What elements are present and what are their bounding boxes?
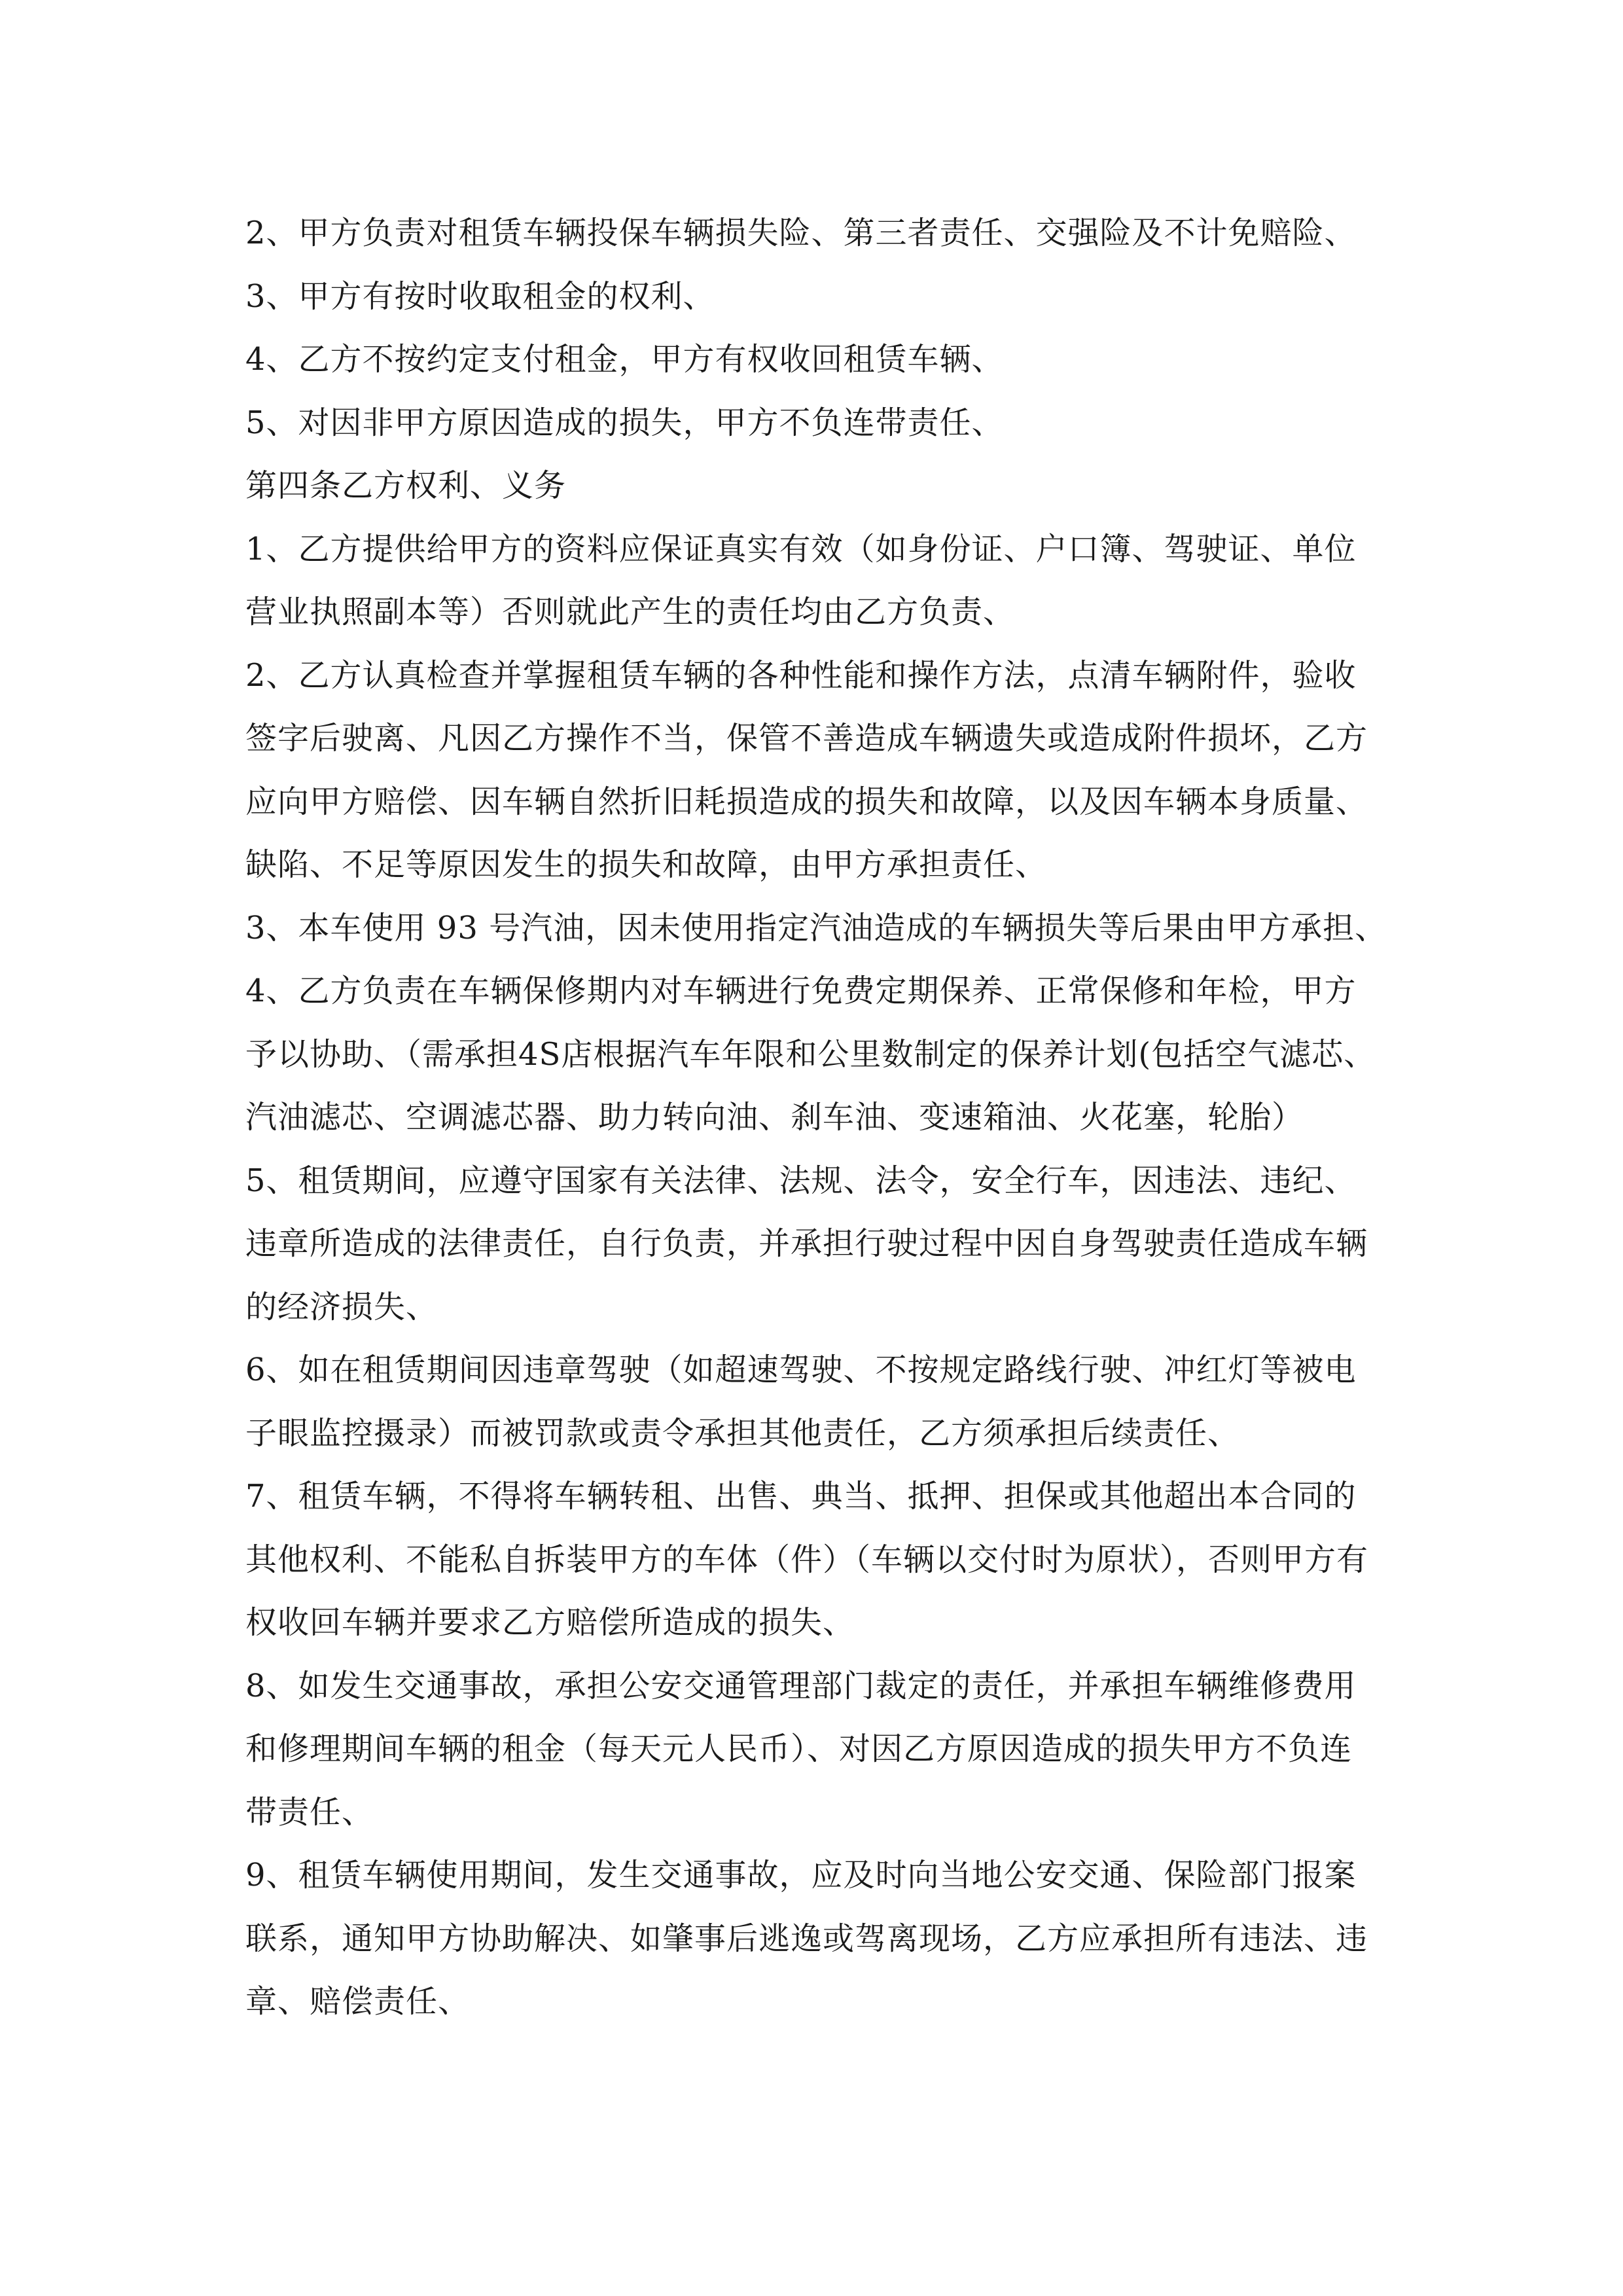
clause-4-item-4-line-3: 汽油滤芯、空调滤芯器、助力转向油、刹车油、变速箱油、火花塞，轮胎） [245,1099,1304,1136]
clause-4-item-1-line-1: 1、乙方提供给甲方的资料应保证真实有效（如身份证、户口簿、驾驶证、单位 [245,530,1357,567]
clause-4-item-2-line-2: 签字后驶离、凡因乙方操作不当，保管不善造成车辆遗失或造成附件损坏，乙方 [245,720,1368,757]
clause-4-item-9-line-1: 9、租赁车辆使用期间，发生交通事故，应及时向当地公安交通、保险部门报案 [245,1857,1357,1893]
clause-4-item-4-line-2: 予以协助、（需承担4S店根据汽车年限和公里数制定的保养计划(包括空气滤芯、 [245,1035,1376,1073]
clause-4-item-9-line-2: 联系，通知甲方协助解决、如肇事后逃逸或驾离现场，乙方应承担所有违法、违 [245,1920,1368,1957]
clause-3-item-2: 2、甲方负责对租赁车辆投保车辆损失险、第三者责任、交强险及不计免赔险、 [245,215,1357,251]
clause-4-item-6-line-1: 6、如在租赁期间因违章驾驶（如超速驾驶、不按规定路线行驶、冲红灯等被电 [245,1352,1357,1388]
clause-4-item-8-line-3: 带责任、 [245,1793,374,1831]
clause-4-item-7-line-1: 7、租赁车辆，不得将车辆转租、出售、典当、抵押、担保或其他超出本合同的 [245,1478,1357,1515]
clause-4-item-2-line-1: 2、乙方认真检查并掌握租赁车辆的各种性能和操作方法，点清车辆附件，验收 [245,656,1357,694]
clause-4-item-7-line-3: 权收回车辆并要求乙方赔偿所造成的损失、 [245,1604,855,1641]
clause-4-item-1-line-2: 营业执照副本等）否则就此产生的责任均由乙方负责、 [245,594,1016,630]
clause-4-item-2-line-4: 缺陷、不足等原因发生的损失和故障，由甲方承担责任、 [245,846,1048,883]
clause-4-item-2-line-3: 应向甲方赔偿、因车辆自然折旧耗损造成的损失和故障，以及因车辆本身质量、 [245,783,1368,820]
clause-3-item-3: 3、甲方有按时收取租金的权利、 [245,278,715,315]
clause-4-item-5-line-1: 5、租赁期间，应遵守国家有关法律、法规、法令，安全行车，因违法、违纪、 [245,1162,1357,1199]
clause-4-heading: 第四条乙方权利、义务 [245,467,567,504]
clause-4-item-4-line-1: 4、乙方负责在车辆保修期内对车辆进行免费定期保养、正常保修和年检，甲方 [245,973,1357,1009]
clause-4-item-8-line-2: 和修理期间车辆的租金（每天元人民币）、对因乙方原因造成的损失甲方不负连 [245,1731,1353,1767]
clause-4-item-5-line-3: 的经济损失、 [245,1288,438,1325]
clause-4-item-6-line-2: 子眼监控摄录）而被罚款或责令承担其他责任，乙方须承担后续责任、 [245,1414,1240,1452]
contract-body [245,202,1387,2034]
clause-4-item-7-line-2: 其他权利、不能私自拆装甲方的车体（件）（车辆以交付时为原状），否则甲方有 [245,1541,1369,1578]
clause-4-item-3: 3、本车使用 93 号汽油，因未使用指定汽油造成的车辆损失等后果由甲方承担、 [245,909,1387,946]
clause-3-item-4: 4、乙方不按约定支付租金，甲方有权收回租赁车辆、 [245,341,1004,378]
clause-3-item-5: 5、对因非甲方原因造成的损失，甲方不负连带责任、 [245,404,1004,441]
clause-4-item-5-line-2: 违章所造成的法律责任，自行负责，并承担行驶过程中因自身驾驶责任造成车辆 [245,1225,1368,1262]
clause-4-item-9-line-3: 章、赔偿责任、 [245,1983,471,2020]
clause-4-item-8-line-1: 8、如发生交通事故，承担公安交通管理部门裁定的责任，并承担车辆维修费用 [245,1667,1357,1704]
